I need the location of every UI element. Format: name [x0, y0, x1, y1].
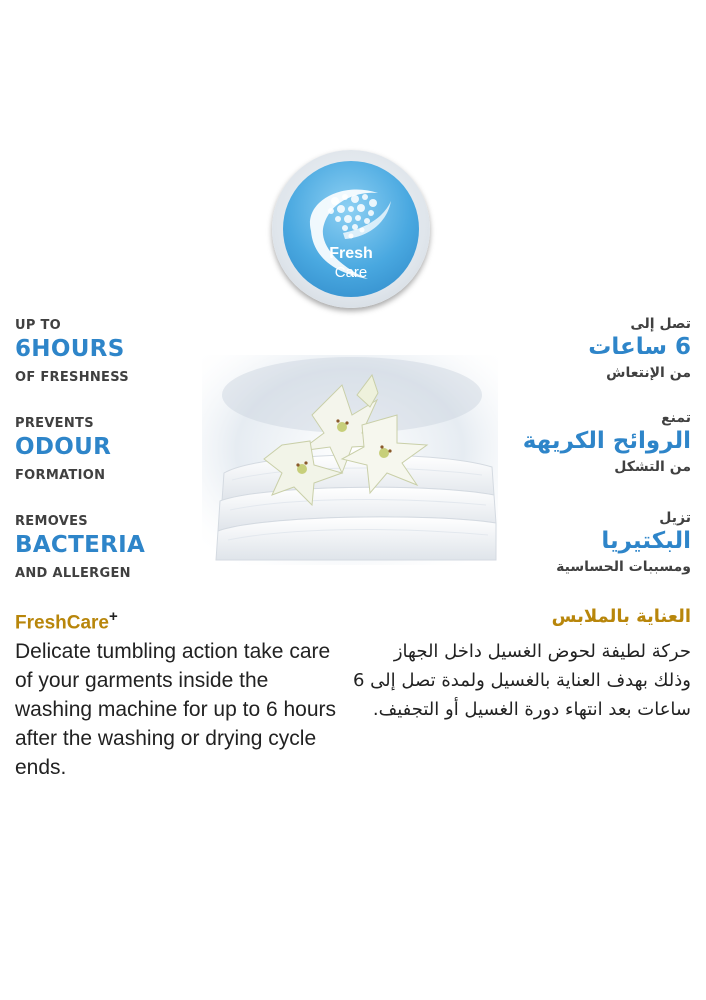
towels-lilies-photo [202, 355, 498, 565]
feature-en-hours-top: UP TO [15, 318, 62, 333]
feature-en-odour [15, 416, 111, 483]
feature-ar-odour [523, 410, 691, 475]
feature-ar-odour-main: الروائح الكريهة [522, 428, 691, 454]
feature-ar-hours-main: 6 ساعات [588, 334, 691, 360]
feature-ar-hours [588, 316, 691, 381]
fresh-care-badge [272, 150, 430, 308]
freshcare-title-en [15, 608, 118, 634]
feature-en-hours [15, 318, 129, 385]
feature-ar-bacteria [556, 510, 691, 575]
feature-en-hours-bottom: OF FRESHNESS [15, 370, 129, 385]
feature-ar-bacteria-bottom: ومسببات الحساسية [556, 559, 691, 575]
feature-ar-hours-bottom: من الإنتعاش [606, 365, 691, 381]
feature-ar-odour-bottom: من التشكل [614, 459, 691, 475]
feature-en-bacteria-top: REMOVES [15, 514, 88, 529]
freshcare-description-en: Delicate tumbling action take care of your garments inside the washing machine for up to 6 hours after the washing or drying cycle ends. [15, 640, 337, 779]
freshcare-title-ar: العناية بالملابس [551, 606, 691, 627]
badge-title: Fresh [329, 245, 373, 262]
feature-en-bacteria-bottom: AND ALLERGEN [15, 566, 131, 581]
badge-inner-circle [283, 161, 419, 297]
badge-subtitle: Care [334, 264, 368, 281]
feature-ar-odour-top: تمنع [661, 410, 691, 426]
feature-ar-bacteria-main: البكتيريا [601, 528, 691, 554]
feature-ar-hours-top: تصل إلى [630, 316, 691, 332]
feature-en-odour-main: ODOUR [15, 434, 112, 460]
feature-ar-bacteria-top: تزيل [659, 510, 691, 526]
feature-en-bacteria-main: BACTERIA [15, 532, 146, 558]
freshcare-description-ar: حركة لطيفة لحوض الغسيل داخل الجهاز وذلك بهدف العناية بالغسيل ولمدة تصل إلى 6 ساعات بعد انتهاء دورة الغسيل أو التجفيف. [352, 641, 691, 720]
feature-en-bacteria [15, 514, 145, 581]
feature-en-hours-main: 6HOURS [15, 336, 125, 362]
feature-en-odour-bottom: FORMATION [15, 468, 106, 483]
freshcare-plus: + [109, 608, 118, 625]
feature-en-odour-top: PREVENTS [15, 416, 94, 431]
freshcare-title-en-text: FreshCare [15, 612, 109, 634]
